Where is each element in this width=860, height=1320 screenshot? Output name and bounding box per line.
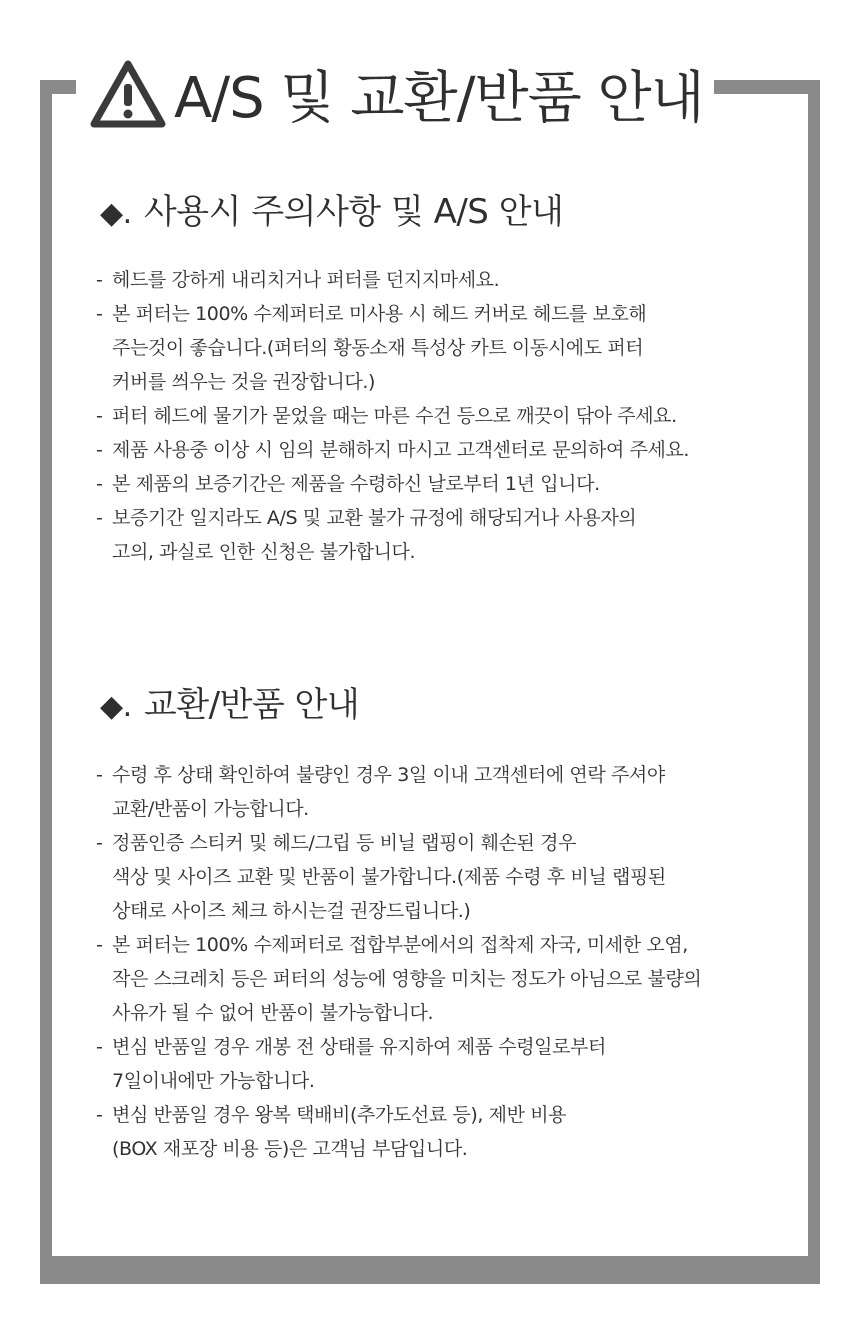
warning-triangle-icon — [88, 58, 168, 130]
list-item-text: 커버를 씌우는 것을 권장합니다.) — [112, 371, 375, 393]
list-item-text: 정품인증 스티커 및 헤드/그립 등 비닐 랩핑이 훼손된 경우 — [112, 832, 577, 854]
list-item — [96, 826, 796, 928]
dash-bullet: - — [96, 439, 103, 461]
list-item-text: 헤드를 강하게 내리치거나 퍼터를 던지지마세요. — [112, 269, 500, 291]
dash-bullet: - — [96, 934, 103, 956]
section-title-text: 사용시 주의사항 및 A/S 안내 — [143, 192, 564, 232]
list-item-text: 색상 및 사이즈 교환 및 반품이 불가합니다.(제품 수령 후 비닐 랩핑된 — [112, 866, 666, 888]
list-item — [96, 758, 796, 826]
dash-bullet: - — [96, 303, 103, 325]
list-item-text: 본 퍼터는 100% 수제퍼터로 미사용 시 헤드 커버로 헤드를 보호해 — [112, 303, 647, 325]
list-item — [96, 297, 796, 399]
list-item — [96, 399, 796, 433]
dash-bullet: - — [96, 1036, 103, 1058]
list-item-text: (BOX 재포장 비용 등)은 고객님 부담입니다. — [112, 1138, 468, 1160]
section-title-precautions — [100, 184, 563, 233]
section-title-text: 교환/반품 안내 — [143, 685, 360, 725]
list-item-text: 본 제품의 보증기간은 제품을 수령하신 날로부터 1년 입니다. — [112, 473, 600, 495]
list-item-text: 제품 사용중 이상 시 임의 분해하지 마시고 고객센터로 문의하여 주세요. — [112, 439, 690, 461]
list-item-text: 변심 반품일 경우 개봉 전 상태를 유지하여 제품 수령일로부터 — [112, 1036, 606, 1058]
list-item — [96, 928, 796, 1030]
exchange-list — [96, 758, 796, 1166]
dash-bullet: - — [96, 832, 103, 854]
list-item — [96, 501, 796, 569]
diamond-bullet-icon: ◆. — [100, 689, 132, 724]
list-item — [96, 1098, 796, 1166]
dash-bullet: - — [96, 1104, 103, 1126]
dash-bullet: - — [96, 405, 103, 427]
list-item — [96, 263, 796, 297]
list-item-text: 본 퍼터는 100% 수제퍼터로 접합부분에서의 접착제 자국, 미세한 오염, — [112, 934, 688, 956]
page-title: A/S 및 교환/반품 안내 — [174, 66, 704, 131]
list-item — [96, 467, 796, 501]
dash-bullet: - — [96, 473, 103, 495]
list-item-text: 상태로 사이즈 체크 하시는걸 권장드립니다.) — [112, 900, 471, 922]
diamond-bullet-icon: ◆. — [100, 196, 132, 231]
precautions-list — [96, 263, 796, 569]
list-item-text: 교환/반품이 가능합니다. — [112, 798, 309, 820]
list-item-text: 작은 스크레치 등은 퍼터의 성능에 영향을 미치는 정도가 아님으로 불량의 — [112, 968, 702, 990]
list-item-text: 변심 반품일 경우 왕복 택배비(추가도선료 등), 제반 비용 — [112, 1104, 567, 1126]
list-item-text: 보증기간 일지라도 A/S 및 교환 불가 규정에 해당되거나 사용자의 — [112, 507, 637, 529]
list-item — [96, 433, 796, 467]
section-title-exchange — [100, 677, 359, 726]
dash-bullet: - — [96, 507, 103, 529]
list-item-text: 고의, 과실로 인한 신청은 불가합니다. — [112, 541, 416, 563]
dash-bullet: - — [96, 764, 103, 786]
list-item-text: 주는것이 좋습니다.(퍼터의 황동소재 특성상 카트 이동시에도 퍼터 — [112, 337, 644, 359]
dash-bullet: - — [96, 269, 103, 291]
list-item-text: 7일이내에만 가능합니다. — [112, 1070, 315, 1092]
list-item-text: 퍼터 헤드에 물기가 묻었을 때는 마른 수건 등으로 깨끗이 닦아 주세요. — [112, 405, 677, 427]
list-item-text: 사유가 될 수 없어 반품이 불가능합니다. — [112, 1002, 434, 1024]
list-item-text: 수령 후 상태 확인하여 불량인 경우 3일 이내 고객센터에 연락 주셔야 — [112, 764, 665, 786]
page-header — [76, 52, 714, 136]
list-item — [96, 1030, 796, 1098]
